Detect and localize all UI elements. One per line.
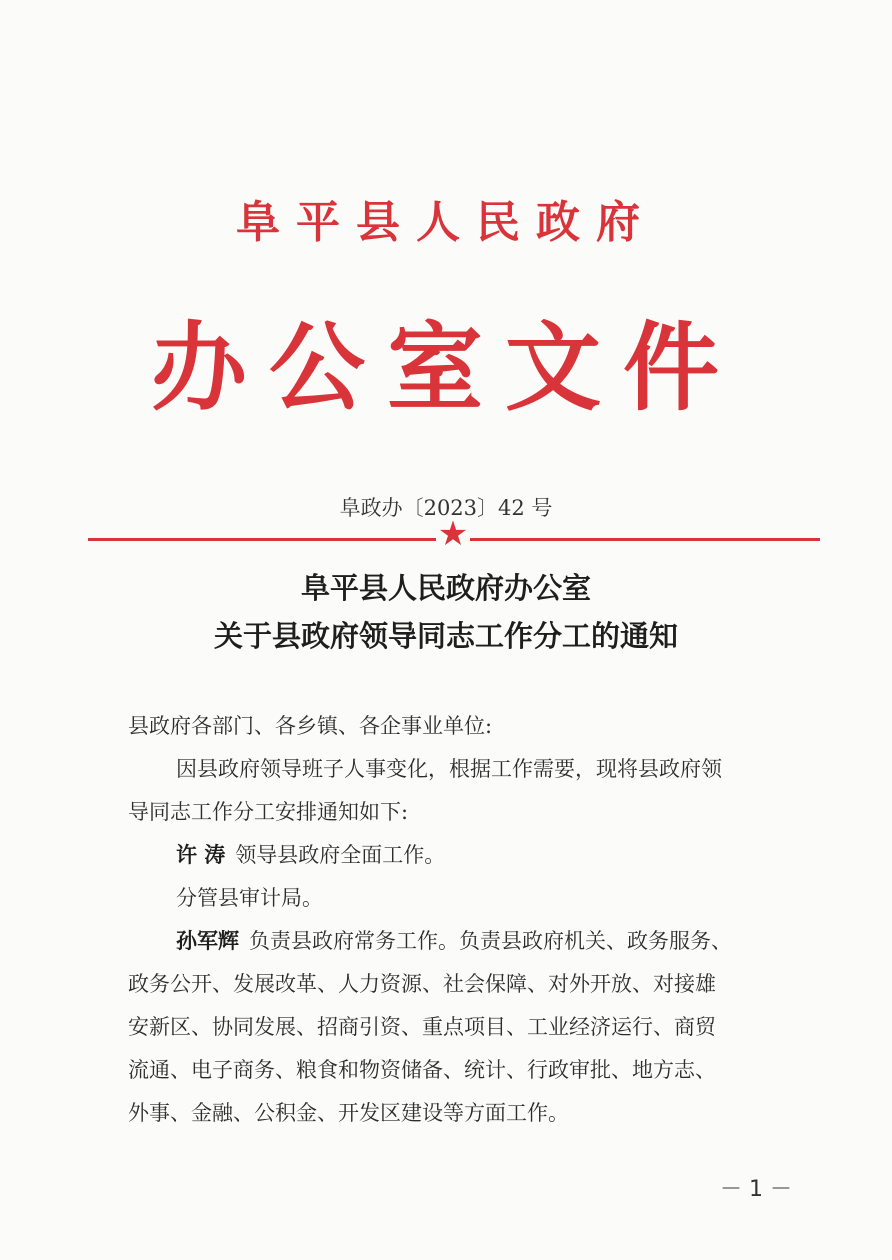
official-duty: 领导县政府全面工作。 — [235, 843, 446, 867]
duty-line-3: 安新区、协同发展、招商引资、重点项目、工业经济运行、商贸 — [128, 1015, 716, 1039]
official-name: 孙军辉 — [176, 929, 239, 953]
document-number: 阜政办〔2023〕42 号 — [339, 496, 553, 520]
intro-line-1: 因县政府领导班子人事变化，根据工作需要，现将县政府领 — [176, 757, 722, 781]
issuing-agency: 阜平县人民政府 — [236, 197, 656, 248]
duty-line-2: 政务公开、发展改革、人力资源、社会保障、对外开放、对接雄 — [128, 972, 716, 996]
official-name: 许 涛 — [176, 843, 226, 867]
entry-xu-tao — [176, 839, 445, 869]
notice-title-line-1: 阜平县人民政府办公室 — [300, 571, 591, 605]
page-number: － 1 － — [720, 1177, 792, 1202]
entry-xu-tao-extra: 分管县审计局。 — [176, 886, 323, 910]
star-icon: ★ — [437, 514, 469, 554]
notice-title-line-2: 关于县政府领导同志工作分工的通知 — [213, 619, 678, 653]
duty-line-5: 外事、金融、公积金、开发区建设等方面工作。 — [128, 1101, 569, 1125]
duty-line-4: 流通、电子商务、粮食和物资储备、统计、行政审批、地方志、 — [128, 1058, 716, 1082]
red-divider-right — [470, 538, 820, 541]
entry-sun-junhui — [176, 925, 732, 955]
document-type: 办公室文件 — [151, 311, 741, 424]
salutation: 县政府各部门、各乡镇、各企事业单位: — [128, 714, 493, 738]
red-divider-left — [88, 538, 436, 541]
official-duty: 负责县政府常务工作。负责县政府机关、政务服务、 — [249, 929, 732, 953]
intro-line-2: 导同志工作分工安排通知如下: — [128, 800, 409, 824]
